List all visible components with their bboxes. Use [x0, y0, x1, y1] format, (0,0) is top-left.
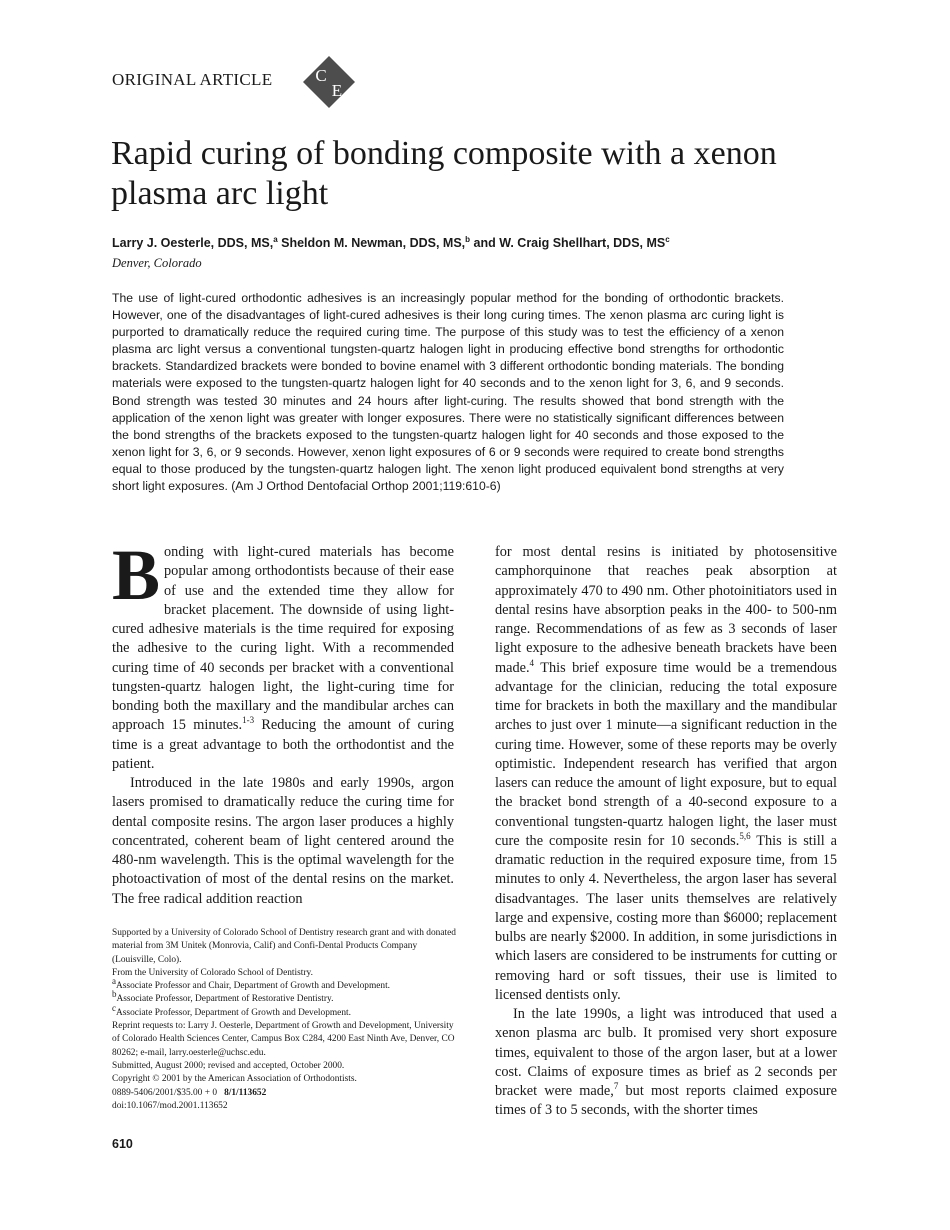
- body-paragraph: Introduced in the late 1980s and early 1990s, argon lasers promised to dramatically reduce the curing time for dental composite resins. The argon laser produces a highly concentrated, coherent beam of light centered around the 480-nm wavelength. This is the optimal wavelength for the photoactivation of most of the dental resins on the market. The free radical addition reaction: [112, 775, 454, 907]
- ce-badge-letter-e: E: [331, 81, 343, 100]
- footnote-from: From the University of Colorado School of Dentistry.: [112, 967, 313, 978]
- author-name: Larry J. Oesterle, DDS, MS,: [112, 236, 274, 250]
- citation-ref: 1-3: [242, 715, 255, 726]
- body-paragraph: [495, 543, 837, 1005]
- ce-badge-icon: [301, 54, 357, 110]
- paragraph-text: onding with light-cured materials has become popular among orthodontists because of their ease of use and the extended time they allow for bracket placement. The downside of using light-cured adhesive materials is the time required for exposing the adhesive to the curing light. With a recommended curing time of 40 seconds per bracket with a conventional tungsten-quartz halogen light, the light-curing time for bonding both the maxillary and the mandibular arches can approach 15 minutes.: [112, 544, 454, 734]
- affiliation-mark: b: [112, 989, 117, 1000]
- article-title: Rapid curing of bonding composite with a xenon plasma arc light: [111, 135, 777, 212]
- citation-ref: 7: [613, 1081, 619, 1092]
- page-number: 610: [112, 1137, 133, 1151]
- citation-ref: 4: [529, 657, 535, 668]
- affiliation-mark: a: [112, 976, 116, 987]
- author-affiliation-mark: b: [465, 234, 471, 244]
- issn-id: 8/1/113652: [224, 1087, 267, 1098]
- footnote-affiliation-a: [112, 976, 458, 993]
- author-location: Denver, Colorado: [112, 256, 202, 270]
- affiliation-text: Associate Professor, Department of Restorative Dentistry.: [116, 994, 334, 1005]
- paragraph-text: In the late 1990s, a light was introduced that used a xenon plasma arc bulb. It promised very short exposure times, equivalent to those of the argon laser, but at a lower cost. Claims of exposure times as brief as 2 seconds per bracket were made,: [495, 1006, 837, 1099]
- author-affiliation-mark: a: [273, 234, 278, 244]
- affiliation-text: Associate Professor, Department of Growth and Development.: [116, 1007, 351, 1018]
- footnote-copyright: Copyright © 2001 by the American Association of Orthodontists.: [112, 1074, 357, 1085]
- footnote-doi: doi:10.1067/mod.2001.113652: [112, 1100, 228, 1111]
- author-list: [112, 236, 842, 250]
- affiliation-text: Associate Professor and Chair, Department of Growth and Development.: [116, 981, 391, 992]
- drop-cap: B: [112, 535, 161, 615]
- paragraph-text: Reducing the amount of curing time is a great advantage to both the orthodontist and the patient.: [112, 717, 454, 772]
- body-column-right: [495, 543, 837, 1121]
- footnote-reprint: Reprint requests to: Larry J. Oesterle, Department of Growth and Development, University of Colorado Health Sciences Center, Campus Box C284, 4200 East Ninth Ave, Denver, CO 80262; e-mail, larry.oesterle@uchsc.edu.: [112, 1021, 455, 1058]
- footnote-issn: [112, 1087, 458, 1100]
- issn-text: 0889-5406/2001/$35.00 + 0: [112, 1087, 218, 1098]
- body-column-left: [112, 535, 454, 909]
- footnote-affiliation-c: [112, 1002, 458, 1020]
- footnote-support: Supported by a University of Colorado School of Dentistry research grant and with donated material from 3M Unitek (Monrovia, Calif) and Confi-Dental Products Company (Louisville, Colo).: [112, 928, 456, 965]
- footnote-submitted: Submitted, August 2000; revised and accepted, October 2000.: [112, 1060, 345, 1071]
- section-label: ORIGINAL ARTICLE: [112, 70, 273, 89]
- footnote-affiliation-b: [112, 989, 458, 1006]
- paragraph-text: This is still a dramatic reduction in the required exposure time, from 15 minutes to only 4. Nevertheless, the argon laser has several disadvantages. The laser units themselves are relatively large and expensive, costing more than $6000; replacement bulbs are nearly $2000. In addition, in some jurisdictions in which lasers are considered to be instruments for cutting or removing hard or soft tissues, their use is limited to licensed dentists only.: [495, 832, 837, 1003]
- ce-badge-letter-c: C: [315, 66, 327, 85]
- author-affiliation-mark: c: [665, 234, 670, 244]
- footnotes: [112, 927, 458, 1113]
- citation-ref: 5,6: [739, 830, 751, 841]
- author-name: and W. Craig Shellhart, DDS, MS: [470, 236, 666, 250]
- author-name: Sheldon M. Newman, DDS, MS,: [277, 236, 466, 250]
- body-paragraph: [495, 1005, 837, 1121]
- abstract: The use of light-cured orthodontic adhesives is an increasingly popular method for the bonding of orthodontic brackets. However, one of the disadvantages of light-cured adhesives is their long curing times. The xenon plasma arc curing light is purported to dramatically reduce the required curing time. The purpose of this study was to test the efficiency of a xenon plasma arc light versus a conventional tungsten-quartz halogen light in producing effective bond strengths for orthodontic brackets. Standardized brackets were bonded to bovine enamel with 3 different orthodontic bonding materials. The bonding materials were exposed to the tungsten-quartz halogen light for 40 seconds and to the xenon light for 3, 6, and 9 seconds. Bond strength was tested 30 minutes and 24 hours after light-curing. The results showed that bond strength with the application of the xenon light was greater with longer exposures. There were no statistically significant differences between the bond strengths of the brackets exposed to the tungsten-quartz halogen light for 40 seconds and those exposed to the xenon light for 3, 6, or 9 seconds. However, xenon light exposures of 6 or 9 seconds were required to create bond strengths equal to those produced by the tungsten-quartz halogen light. The xenon light produced equivalent bond strengths at very short light exposures. (Am J Orthod Dentofacial Orthop 2001;119:610-6): [112, 291, 784, 494]
- body-paragraph: [112, 535, 454, 774]
- paragraph-text: but most reports claimed exposure times of 3 to 5 seconds, with the shorter times: [495, 1083, 837, 1119]
- paragraph-text: for most dental resins is initiated by photosensitive camphorquinone that reaches peak absorption at approximately 470 to 490 nm. Other photoinitiators used in dental resins have absorption peaks in the 400- to 500-nm range. Recommendations of as few as 3 seconds of laser light exposure to the adhesive beneath brackets have been made.: [495, 544, 837, 676]
- affiliation-mark: c: [112, 1002, 116, 1013]
- paragraph-text: This brief exposure time would be a tremendous advantage for the clinician, reducing the total exposure time for brackets in both the maxillary and the mandibular arches to just over 1 minute—a significant reduction in the curing time. However, some of these reports may be overly optimistic. Independent research has verified that argon lasers can reduce the amount of light exposure, but to equal the bracket bond strength of a 40-second exposure to a conventional tungsten-quartz halogen light, the laser must cure the composite resin for 10 seconds.: [495, 659, 837, 849]
